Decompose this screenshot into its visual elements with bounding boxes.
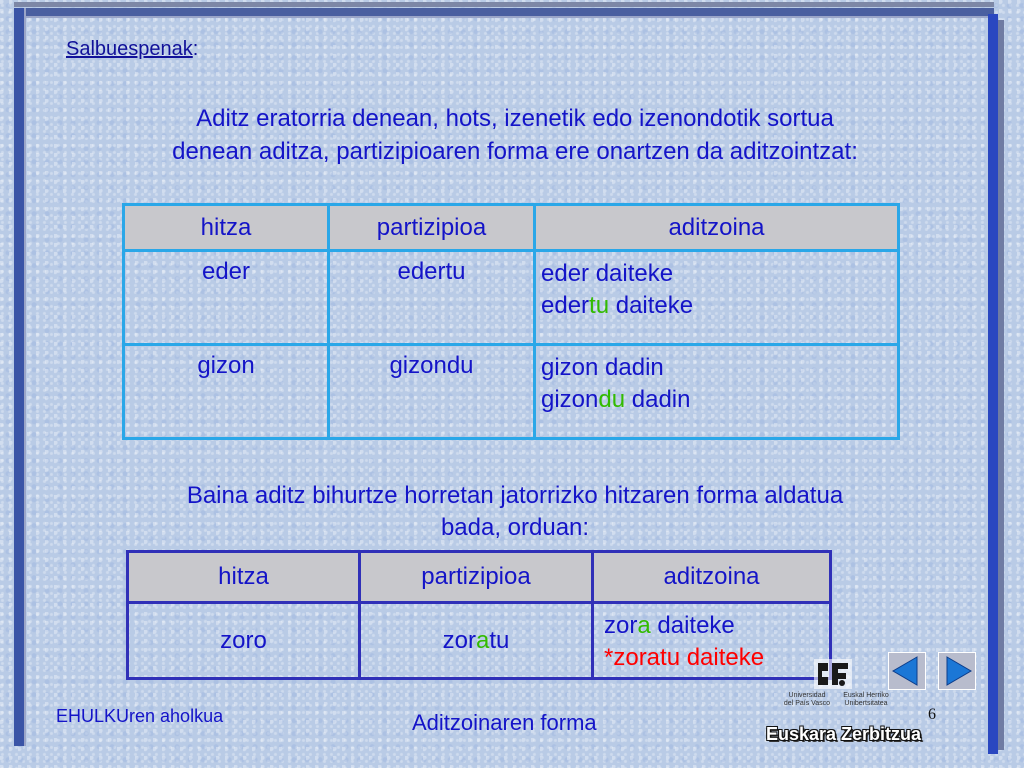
aditzoina-line-1: eder daiteke: [541, 260, 674, 287]
cell-partizipioa: gizondu: [329, 345, 535, 439]
table-derived-verbs: [122, 203, 900, 440]
intro-line-1: Aditz eratorria denean, hots, izenetik edo izenondotik sortua: [196, 105, 834, 132]
logo-caption-left-line-1: Universidad: [788, 692, 826, 699]
incorrect-form: *zoratu daiteke: [604, 644, 765, 671]
table-header-row: [124, 205, 899, 251]
aditzoina-line-2: [541, 290, 897, 322]
university-logo-icon: [812, 657, 854, 691]
auxiliary: daiteke: [609, 292, 694, 319]
page-number: 6: [928, 706, 936, 723]
aditzoina-line-1: gizon dadin: [541, 354, 664, 381]
table-row: [124, 345, 899, 439]
vowel-change-highlight: a: [475, 626, 490, 654]
header-partizipioa: partizipioa: [360, 552, 593, 603]
header-aditzoina: aditzoina: [535, 205, 899, 251]
cell-aditzoina: [535, 345, 899, 439]
slide-frame-right-shadow: [998, 20, 1004, 750]
cell-hitza: gizon: [124, 345, 329, 439]
cell-aditzoina: [535, 251, 899, 345]
cell-partizipioa: [360, 603, 593, 679]
logo-caption-right-line-1: Euskal Herriko: [843, 692, 889, 699]
slide-frame-right: [988, 14, 998, 754]
stem: zor: [604, 612, 638, 639]
slide-title: [66, 38, 198, 61]
table-row: [124, 251, 899, 345]
aditzoina-line-2: [541, 384, 897, 416]
stem: eder: [541, 292, 590, 319]
auxiliary: dadin: [625, 386, 691, 413]
intro-line-2: denean aditza, partizipioaren forma ere onartzen da aditzointzat:: [172, 138, 858, 165]
vowel-change-highlight: a: [637, 612, 651, 639]
stem: gizon: [541, 386, 599, 413]
header-aditzoina: aditzoina: [593, 552, 831, 603]
table-row: [128, 603, 831, 679]
header-hitza: hitza: [128, 552, 360, 603]
service-logo-text: Euskara Zerbitzua: [766, 724, 922, 744]
header-hitza: hitza: [124, 205, 329, 251]
stem: zor: [442, 626, 476, 654]
header-partizipioa: partizipioa: [329, 205, 535, 251]
logo-caption-right: [836, 692, 896, 708]
table-changed-form: [126, 550, 832, 680]
middle-paragraph: [60, 480, 970, 544]
logo-caption-left-line-2: del País Vasco: [783, 700, 831, 707]
suffix: tu: [489, 626, 510, 654]
slide-frame-left: [14, 8, 26, 746]
auxiliary: daiteke: [650, 612, 735, 639]
triangle-left-icon: [889, 653, 925, 689]
intro-paragraph: [60, 102, 970, 168]
footer-left-text: EHULKUren aholkua: [56, 706, 224, 726]
table-header-row: [128, 552, 831, 603]
logo-caption-right-line-2: Unibertsitatea: [844, 700, 888, 707]
cell-hitza: eder: [124, 251, 329, 345]
title-text[interactable]: Salbuespenak: [66, 38, 193, 60]
footer-slide-title: Aditzoinaren forma: [412, 710, 597, 735]
cell-hitza: zoro: [128, 603, 360, 679]
aditzoina-line-1: [604, 610, 829, 642]
cell-partizipioa: edertu: [329, 251, 535, 345]
previous-slide-button[interactable]: [888, 652, 926, 690]
slide-frame-top-shadow: [14, 2, 994, 7]
participle-suffix-highlight: du: [598, 386, 626, 413]
slide-frame-top: [14, 8, 994, 18]
participle-suffix-highlight: tu: [589, 292, 610, 319]
title-colon: :: [192, 38, 199, 60]
logo-caption-left: [780, 692, 834, 708]
middle-line-1: Baina aditz bihurtze horretan jatorrizko hitzaren forma aldatua: [186, 482, 844, 509]
next-slide-button[interactable]: [938, 652, 976, 690]
middle-line-2: bada, orduan:: [440, 514, 590, 541]
cell-aditzoina: [593, 603, 831, 679]
triangle-right-icon: [939, 653, 975, 689]
